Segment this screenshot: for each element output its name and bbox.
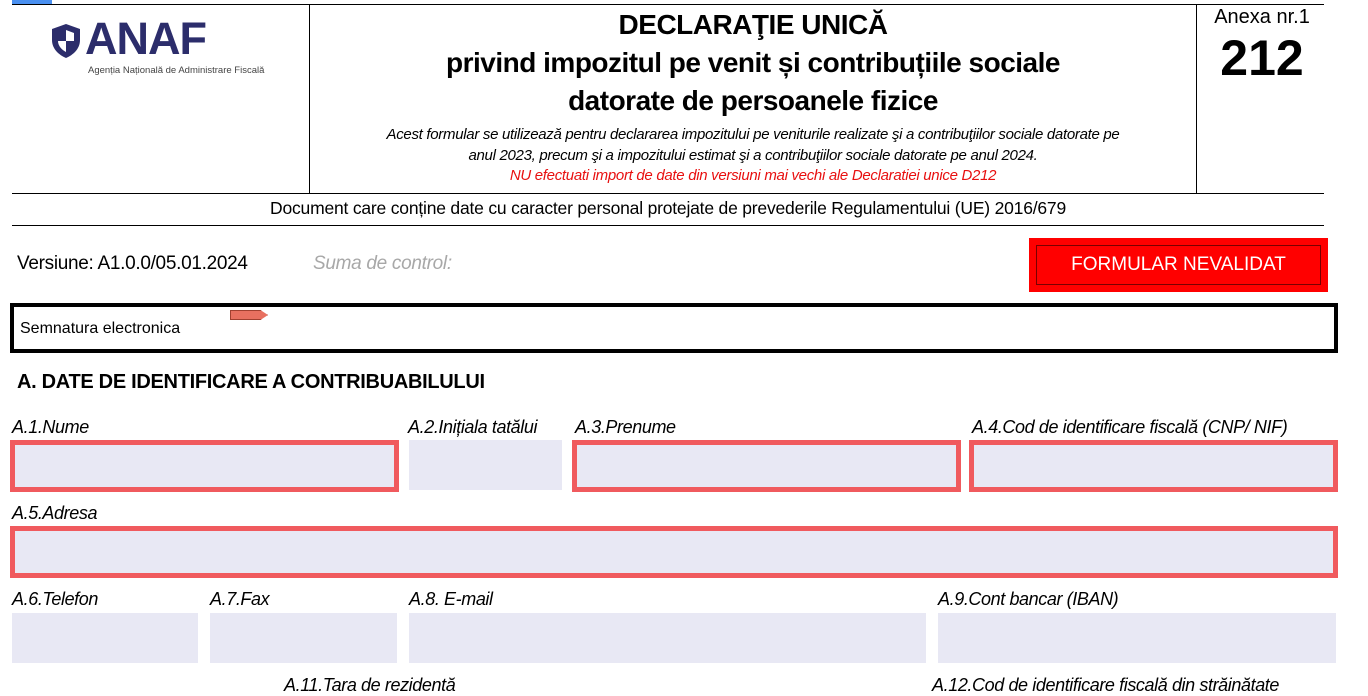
logo-wordmark: ANAF (85, 13, 206, 64)
label-cif: A.4.Cod de identificare fiscală (CNP/ NIF) (972, 417, 1288, 437)
iban-input[interactable] (938, 613, 1336, 663)
label-cif-strainatate: A.12.Cod de identificare fiscală din străinătate (932, 675, 1280, 695)
form-description-line1: Acest formular se utilizează pentru declararea impozitului pe veniturile realizate şi a contribuţiilor sociale datorate pe (386, 126, 1120, 143)
logo-subtitle: Agenția Națională de Administrare Fiscală (88, 65, 265, 76)
fax-input[interactable] (210, 613, 397, 663)
form-subtitle-line1: privind impozitul pe venit și contribuțiile sociale (446, 47, 1060, 78)
validation-status-button[interactable] (1029, 238, 1328, 292)
checksum-label: Suma de control: (313, 253, 452, 274)
shield-icon (52, 24, 80, 58)
gdpr-notice: Document care conține date cu caracter personal protejate de prevederile Regulamentului (UE) 2016/679 (270, 198, 1066, 218)
signature-label: Semnatura electronica (20, 320, 181, 337)
label-adresa: A.5.Adresa (12, 503, 98, 523)
initiala-tatalui-input[interactable] (409, 440, 562, 490)
header-bottom-border (12, 193, 1324, 194)
form-description (310, 124, 1196, 166)
nume-input[interactable] (10, 440, 399, 492)
adresa-input[interactable] (10, 526, 1338, 578)
import-warning: NU efectuati import de date din versiuni mai vechi ale Declaratiei unice D212 (509, 167, 997, 184)
annex-number: 212 (1220, 30, 1304, 86)
annex-block (1196, 5, 1328, 87)
annex-label: Anexa nr.1 (1214, 6, 1310, 28)
form-description-line2: anul 2023, precum şi a impozitului estimat şi a contribuţiilor sociale datorate pe anul 2024. (468, 147, 1038, 164)
form-subtitle-line2: datorate de persoanele fizice (568, 85, 938, 116)
anaf-logo (52, 13, 265, 80)
prenume-input[interactable] (572, 440, 961, 492)
label-email: A.8. E-mail (409, 589, 493, 609)
label-nume: A.1.Nume (12, 417, 89, 437)
label-iban: A.9.Cont bancar (IBAN) (938, 589, 1119, 609)
validation-status-label: FORMULAR NEVALIDAT (1036, 245, 1321, 285)
label-initiala: A.2.Inițiala tatălui (408, 417, 538, 437)
email-input[interactable] (409, 613, 926, 663)
label-tara-rezidenta: A.11.Tara de rezidentă (284, 675, 456, 695)
telefon-input[interactable] (12, 613, 198, 663)
label-prenume: A.3.Prenume (575, 417, 676, 437)
label-fax: A.7.Fax (210, 589, 270, 609)
form-title-block (310, 6, 1196, 186)
signature-tag-icon (230, 310, 268, 320)
gdpr-bottom-border (12, 225, 1324, 226)
version-text: Versiune: A1.0.0/05.01.2024 (17, 253, 248, 274)
cif-input[interactable] (969, 440, 1338, 492)
section-a-title: A. DATE DE IDENTIFICARE A CONTRIBUABILULUI (17, 371, 485, 393)
header-top-border (12, 4, 1324, 5)
form-title: DECLARAŢIE UNICĂ (618, 9, 888, 40)
label-telefon: A.6.Telefon (12, 589, 99, 609)
electronic-signature-field[interactable] (10, 303, 1338, 353)
